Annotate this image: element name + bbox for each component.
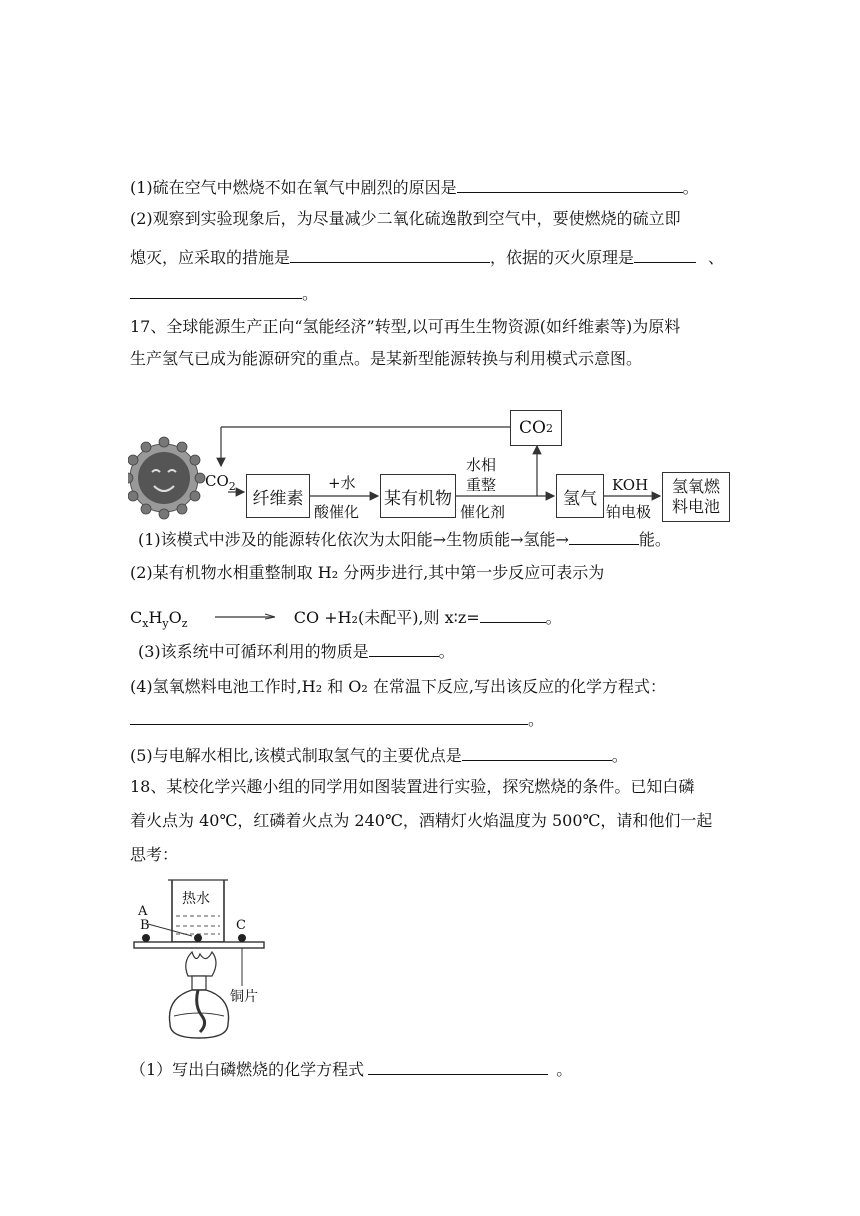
q16-part1-end: 。 [682, 178, 699, 197]
reforming-label: 重整 [466, 476, 497, 494]
q17-sub2-text: (2)某有机物水相重整制取 H₂ 分两步进行,其中第一步反应可表示为 [130, 563, 605, 582]
cellulose-box [246, 474, 310, 518]
q17-sub5-text: (5)与电解水相比,该模式制取氢气的主要优点是 [130, 746, 462, 765]
answer-blank[interactable] [634, 246, 696, 263]
combustion-apparatus-figure [130, 876, 280, 1046]
answer-blank[interactable] [368, 1058, 548, 1075]
q16-part2-line3 [130, 282, 318, 305]
q16-part2-text: (2)观察到实验现象后，为尽量减少二氧化硫逸散到空气中，要使燃烧的硫立即 [130, 209, 681, 228]
co2-top-label: CO [519, 418, 546, 438]
koh-label: KOH [612, 476, 649, 494]
q16-part2-line1 [130, 208, 681, 230]
q18-intro-line1 [130, 776, 694, 798]
answer-blank[interactable] [130, 282, 302, 299]
energy-flow-diagram [128, 400, 738, 530]
q17-sub4-answer [130, 708, 544, 731]
reaction-product: CO +H₂(未配平),则 x∶z= [293, 608, 480, 627]
q17-sub4 [130, 676, 666, 698]
q16-part2-line2 [130, 246, 724, 269]
q18-intro-text: 18、某校化学兴趣小组的同学用如图装置进行实验，探究燃烧的条件。已知白磷 [130, 777, 695, 796]
q17-sub1-text: (1)该模式中涉及的能源转化依次为太阳能→生物质能→氢能→ [138, 530, 569, 549]
water-label: +水 [328, 474, 356, 492]
co2-left-text: CO [205, 472, 229, 490]
q17-sub1-end: 能。 [638, 530, 671, 549]
q17-sub3-text: (3)该系统中可循环利用的物质是 [138, 642, 369, 661]
q17-intro-line2 [130, 348, 642, 370]
acid-catalysis-label: 酸催化 [314, 503, 360, 521]
fuel-cell-label: 氢氧燃料电池 [671, 477, 720, 516]
q18-intro-text-2: 着火点为 40℃，红磷着火点为 240℃，酒精灯火焰温度为 500℃，请和他们一起 [130, 811, 713, 830]
answer-blank[interactable] [290, 246, 490, 263]
q16-part1 [130, 176, 699, 199]
q18-sub1-text: （1）写出白磷燃烧的化学方程式 [130, 1060, 365, 1079]
q17-sub2-equation [130, 606, 562, 635]
q17-intro-text-2: 生产氢气已成为能源研究的重点。是某新型能源转换与利用模式示意图。 [130, 349, 643, 368]
white-phosphorus-b [142, 934, 150, 942]
q17-sub4-text: (4)氢氧燃料电池工作时,H₂ 和 O₂ 在常温下反应,写出该反应的化学方程式： [130, 677, 666, 696]
platinum-electrode-label: 铂电极 [606, 503, 652, 521]
organic-compound-box [380, 474, 456, 518]
fuel-cell-box [662, 472, 730, 522]
q18-sub1 [130, 1058, 572, 1081]
q17-sub5-end: 。 [611, 746, 628, 765]
label-b: B [140, 918, 150, 933]
organic-formula: $C_xH_yO_z$ [130, 608, 188, 631]
q17-sub4-end: 。 [528, 710, 545, 729]
q18-sub1-end: 。 [556, 1060, 573, 1079]
label-a: A [138, 904, 148, 919]
aqueous-phase-label: 水相 [466, 456, 497, 474]
q18-intro-text-3: 思考： [130, 845, 179, 864]
copper-sheet-label: 铜片 [230, 989, 258, 1005]
label-c: C [236, 918, 246, 933]
answer-blank[interactable] [457, 176, 683, 193]
co2-top-box [510, 410, 562, 446]
q17-sub3 [138, 640, 455, 663]
q17-sub5 [130, 744, 628, 767]
hydrogen-label: 氢气 [563, 488, 597, 509]
answer-blank[interactable] [569, 528, 639, 545]
separator: 、 [708, 248, 725, 267]
reaction-arrow-icon [213, 613, 277, 625]
q17-sub2-end: 。 [545, 608, 562, 627]
hydrogen-box [556, 474, 604, 518]
catalyst-label: 催化剂 [460, 503, 506, 521]
q17-intro-text: 17、全球能源生产正向“氢能经济”转型,以可再生生物资源(如纤维素等)为原料 [130, 317, 681, 336]
answer-blank[interactable] [130, 708, 528, 725]
organic-compound-label: 某有机物 [384, 488, 452, 509]
q17-sub3-end: 。 [438, 642, 455, 661]
q18-intro-line3 [130, 844, 178, 866]
co2-left-label [205, 472, 236, 493]
answer-blank[interactable] [462, 744, 612, 761]
co2-left-sub: 2 [228, 480, 236, 493]
co2-top-sub: 2 [545, 421, 553, 435]
q18-intro-line2 [130, 810, 712, 832]
q16-part2-principle-label: ，依据的灭火原理是 [490, 248, 635, 267]
hot-water-label: 热水 [182, 891, 210, 907]
q16-part2-end: 。 [302, 284, 319, 303]
answer-blank[interactable] [480, 606, 546, 623]
q16-part1-text: (1)硫在空气中燃烧不如在氧气中剧烈的原因是 [130, 178, 457, 197]
sun-icon [128, 437, 205, 519]
answer-blank[interactable] [369, 640, 439, 657]
red-phosphorus-c [238, 934, 246, 942]
cellulose-label: 纤维素 [252, 488, 304, 509]
q17-sub2 [130, 562, 604, 584]
q17-intro-line1 [130, 316, 680, 338]
q17-sub1 [138, 528, 671, 551]
white-phosphorus-a [194, 934, 202, 942]
q16-part2-measure-label: 熄灭，应采取的措施是 [130, 248, 291, 267]
